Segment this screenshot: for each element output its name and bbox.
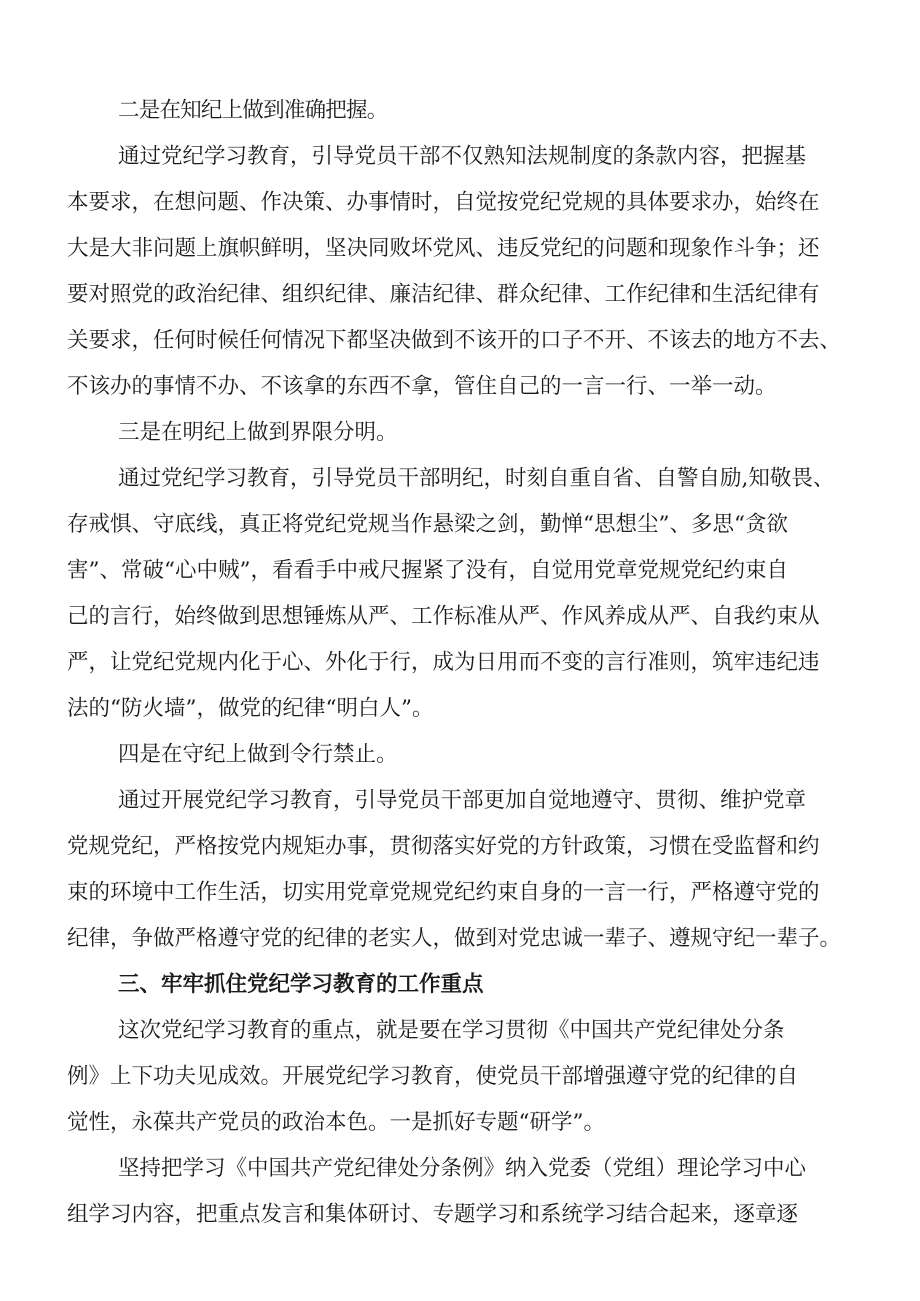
text-line: 要对照党的政治纪律、组织纪律、廉洁纪律、群众纪律、工作纪律和生活纪律有: [67, 282, 820, 307]
text-line: 通过开展党纪学习教育，引导党员干部更加自觉地遵守、贯彻、维护党章: [118, 788, 807, 813]
text-line: 这次党纪学习教育的重点，就是要在学习贯彻《中国共产党纪律处分条: [118, 1018, 785, 1043]
subheading-4: 四是在守纪上做到令行禁止。: [118, 742, 398, 767]
text-line: 不该办的事情不办、不该拿的东西不拿，管住自己的一言一行、一举一动。: [67, 374, 777, 399]
text-line: 党规党纪，严格按党内规矩办事，贯彻落实好党的方针政策，习惯在受监督和约: [67, 834, 820, 859]
text-line: 存戒惧、守底线，真正将党纪党规当作悬梁之剑，勤惮“思想尘”、多思“贪欲: [67, 512, 788, 537]
section-heading: 三、牢牢抓住党纪学习教育的工作重点: [118, 972, 484, 997]
text-line: 束的环境中工作生活，切实用党章党规党纪约束自身的一言一行，严格遵守党的: [67, 880, 820, 905]
text-line: 组学习内容，把重点发言和集体研讨、专题学习和系统学习结合起来，逐章逐: [67, 1202, 799, 1227]
subheading-3: 三是在明纪上做到界限分明。: [118, 420, 398, 445]
text-line: 本要求，在想问题、作决策、办事情时，自觉按党纪党规的具体要求办，始终在: [67, 190, 820, 215]
text-line: 己的言行，始终做到思想锤炼从严、工作标准从严、作风养成从严、自我约束从: [67, 604, 820, 629]
subheading-2: 二是在知纪上做到准确把握。: [118, 98, 388, 123]
text-line: 严，让党纪党规内化于心、外化于行，成为日用而不变的言行准则，筑牢违纪违: [67, 650, 820, 675]
text-line: 通过党纪学习教育，引导党员干部不仅熟知法规制度的条款内容，把握基: [118, 144, 807, 169]
text-line: 纪律，争做严格遵守党的纪律的老实人，做到对党忠诚一辈子、遵规守纪一辈子。: [67, 926, 842, 951]
text-line: 法的“防火墙”，做党的纪律“明白人”。: [67, 696, 434, 721]
text-line: 坚持把学习《中国共产党纪律处分条例》纳入党委（党组）理论学习中心: [118, 1156, 807, 1181]
text-line: 害”、常破“心中贼”，看看手中戒尺握紧了没有，自觉用党章党规党纪约束自: [67, 558, 788, 583]
text-line: 例》上下功夫见成效。开展党纪学习教育，使党员干部增强遵守党的纪律的自: [67, 1064, 799, 1089]
text-line: 关要求，任何时候任何情况下都坚决做到不该开的口子不开、不该去的地方不去、: [67, 328, 842, 353]
text-line: 觉性，永葆共产党员的政治本色。一是抓好专题“研学”。: [67, 1110, 605, 1135]
text-line: 大是大非问题上旗帜鲜明，坚决同败坏党风、违反党纪的问题和现象作斗争；还: [67, 236, 820, 261]
text-line: 通过党纪学习教育，引导党员干部明纪，时刻自重自省、自警自励,知敬畏、: [118, 466, 835, 491]
